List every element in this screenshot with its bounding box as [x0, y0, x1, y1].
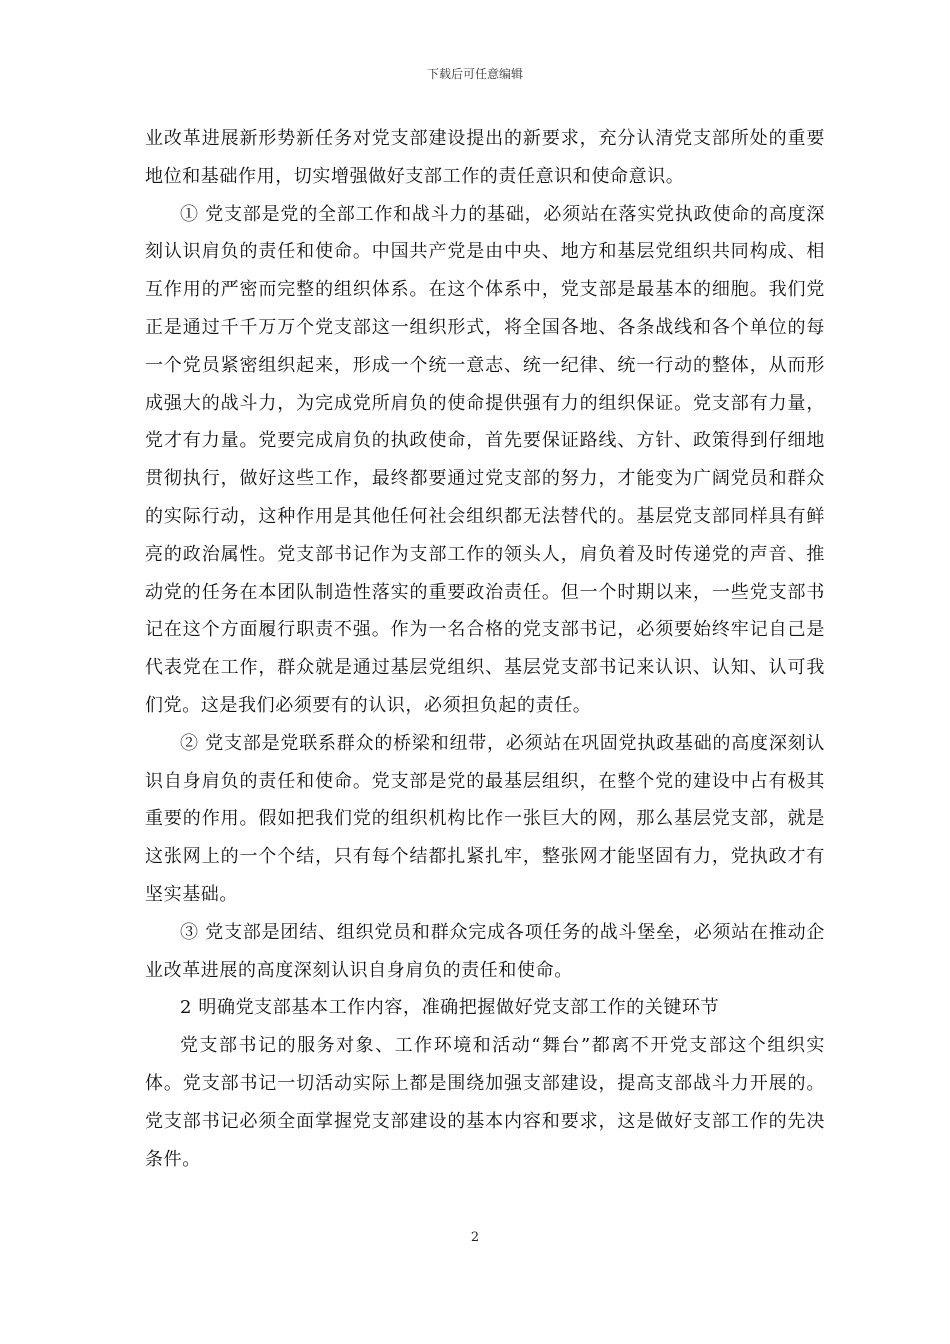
paragraph-point-3: ③ 党支部是团结、组织党员和群众完成各项任务的战斗堡垒，必须站在推动企业改革进展的高度深刻认识自身肩负的责任和使命。	[145, 921, 825, 981]
document-body	[145, 120, 825, 1178]
paragraph-point-1: ① 党支部是党的全部工作和战斗力的基础，必须站在落实党执政使命的高度深刻认识肩负的责任和使命。中国共产党是由中央、地方和基层党组织共同构成、相互作用的严密而完整的组织体系。在这个体系中，党支部是最基本的细胞。我们党正是通过千千万万个党支部这一组织形式，将全国各地、各条战线和各个单位的每一个党员紧密组织起来，形成一个统一意志、统一纪律、统一行动的整体，从而形成强大的战斗力，为完成党所肩负的使命提供强有力的组织保证。党支部有力量，党才有力量。党要完成肩负的执政使命，首先要保证路线、方针、政策得到仔细地贯彻执行，做好这些工作，最终都要通过党支部的努力，才能变为广阔党员和群众的实际行动，这种作用是其他任何社会组织都无法替代的。基层党支部同样具有鲜亮的政治属性。党支部书记作为支部工作的领头人，肩负着及时传递党的声音、推动党的任务在本团队制造性落实的重要政治责任。但一个时期以来，一些党支部书记在这个方面履行职责不强。作为一名合格的党支部书记，必须要始终牢记自己是代表党在工作，群众就是通过基层党组织、基层党支部书记来认识、认知、认可我们党。这是我们必须要有的认识，必须担负起的责任。	[145, 203, 825, 716]
page-number: 2	[470, 1230, 480, 1245]
paragraph-section-2-body: 党支部书记的服务对象、工作环境和活动“舞台”都离不开党支部这个组织实体。党支部书记一切活动实际上都是围绕加强支部建设，提高支部战斗力开展的。党支部书记必须全面掌握党支部建设的基本内容和要求，这是做好支部工作的先决条件。	[145, 1035, 825, 1170]
page-header: 下载后可任意编辑	[426, 67, 523, 81]
section-heading-2: 2 明确党支部基本工作内容，准确把握做好党支部工作的关键环节	[180, 997, 720, 1019]
paragraph-continuation: 业改革进展新形势新任务对党支部建设提出的新要求，充分认清党支部所处的重要地位和基础作用，切实增强做好支部工作的责任意识和使命意识。	[145, 128, 825, 187]
paragraph-point-2: ② 党支部是党联系群众的桥梁和纽带，必须站在巩固党执政基础的高度深刻认识自身肩负的责任和使命。党支部是党的最基层组织，在整个党的建设中占有极其重要的作用。假如把我们党的组织机构比作一张巨大的网，那么基层党支部，就是这张网上的一个个结，只有每个结都扎紧扎牢，整张网才能坚固有力，党执政才有坚实基础。	[145, 732, 825, 905]
